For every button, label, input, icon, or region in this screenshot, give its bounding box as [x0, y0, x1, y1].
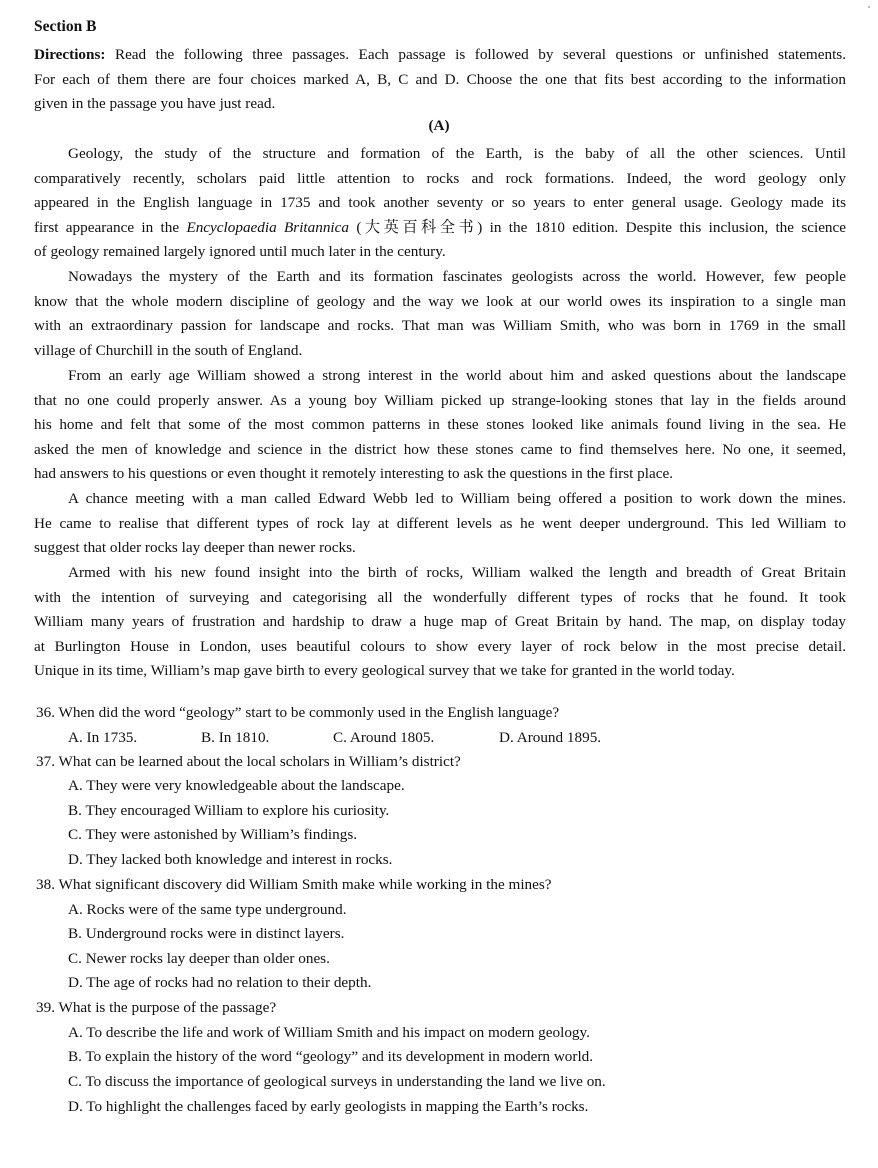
p4-line-3: suggest that older rocks lay deeper than newer rocks. [34, 539, 356, 557]
p4-line-2: He came to realise that different types of rock lay at different levels as he went deeper underground. This led William to [34, 514, 846, 532]
paragraph-5 [34, 561, 846, 684]
q36-option-c[interactable]: C. Around 1805. [333, 729, 435, 746]
p2-line-3: with an extraordinary passion for landscape and rocks. That man was William Smith, who was born in 1769 in the small [34, 317, 846, 335]
q36-option-a[interactable]: A. In 1735. [68, 729, 138, 746]
q39-option-d[interactable]: D. To highlight the challenges faced by early geologists in mapping the Earth’s rocks. [68, 1098, 589, 1115]
p2-line-1: Nowadays the mystery of the Earth and its formation fascinates geologists across the world. However, few people [68, 268, 846, 285]
p3-line-1: From an early age William showed a strong interest in the world about him and asked questions about the landscape [68, 367, 846, 384]
paragraph-3 [34, 364, 846, 487]
p1-line-3: appeared in the English language in 1735 and took another seventy or so years to enter general usage. Geology made its [34, 194, 846, 212]
directions [34, 43, 846, 117]
question-36-stem: 36. When did the word “geology” start to be commonly used in the English language? [36, 704, 560, 721]
p5-line-2: with the intention of surveying and categorising all the wonderfully different types of rocks that he found. It took [34, 588, 846, 606]
p3-line-4: asked the men of knowledge and science in the district how these stones came to find themselves here. No one, it seemed, [34, 440, 846, 458]
paragraph-1 [34, 142, 846, 265]
q38-option-b[interactable]: B. Underground rocks were in distinct layers. [68, 925, 345, 942]
p3-line-3: his home and felt that some of the most common patterns in these stones looked like animals found living in the sea. He [34, 416, 846, 434]
p4-line-1: A chance meeting with a man called Edward Webb led to William being offered a position to work down the mines. [68, 490, 846, 507]
q37-option-b[interactable]: B. They encouraged William to explore his curiosity. [68, 802, 390, 819]
passage-label: (A) [428, 117, 450, 134]
p5-line-3: William many years of frustration and hardship to draw a huge map of Great Britain by hand. The map, on display today [34, 613, 846, 631]
directions-label: Directions: [34, 46, 106, 63]
p1-line-4: first appearance in the Encyclopaedia Britannica (大英百科全书) in the 1810 edition. Despite this inclusion, the science [34, 218, 847, 236]
section-title: Section B [34, 18, 97, 35]
q36-option-b[interactable]: B. In 1810. [201, 729, 270, 746]
paragraph-4 [34, 487, 846, 561]
q39-option-b[interactable]: B. To explain the history of the word “geology” and its development in modern world. [68, 1048, 594, 1065]
paragraph-2 [34, 265, 846, 363]
p1-line-2: comparatively recently, scholars paid little attention to rocks and rock formations. Indeed, the word geology only [34, 169, 846, 187]
q36-option-d[interactable]: D. Around 1895. [499, 729, 602, 746]
p3-line-2: that no one could properly answer. As a young boy William picked up strange-looking stones that lay in the fields around [34, 391, 846, 409]
q37-option-a[interactable]: A. They were very knowledgeable about the landscape. [68, 777, 405, 794]
p1-line-5: of geology remained largely ignored until much later in the century. [34, 243, 446, 261]
q38-option-c[interactable]: C. Newer rocks lay deeper than older ones. [68, 950, 330, 967]
q37-option-d[interactable]: D. They lacked both knowledge and interest in rocks. [68, 851, 393, 868]
p2-line-2: know that the whole modern discipline of geology and the way we look at our world owes its inspiration to a single man [34, 292, 846, 310]
q37-option-c[interactable]: C. They were astonished by William’s findings. [68, 826, 358, 843]
encyclopaedia-title: Encyclopaedia Britannica [186, 218, 349, 236]
chinese-gloss: (大英百科全书) [356, 218, 483, 236]
q38-option-d[interactable]: D. The age of rocks had no relation to their depth. [68, 974, 372, 991]
directions-line-2: For each of them there are four choices marked A, B, C and D. Choose the one that fits best according to the information [34, 70, 846, 88]
q38-option-a[interactable]: A. Rocks were of the same type underground. [68, 901, 347, 918]
directions-line-3: given in the passage you have just read. [34, 95, 276, 113]
p5-line-5: Unique in its time, William’s map gave birth to every geological survey that we take for granted in the world today. [34, 662, 735, 680]
question-38-stem: 38. What significant discovery did William Smith make while working in the mines? [36, 876, 552, 893]
q39-option-c[interactable]: C. To discuss the importance of geological surveys in understanding the land we live on. [68, 1073, 606, 1090]
question-39-stem: 39. What is the purpose of the passage? [36, 999, 277, 1016]
p2-line-4: village of Churchill in the south of England. [34, 341, 303, 359]
p3-line-5: had answers to his questions or even thought it remotely interesting to ask the questions in the first place. [34, 465, 674, 483]
p1-line-1: Geology, the study of the structure and formation of the Earth, is the baby of all the other sciences. Until [68, 145, 846, 162]
corner-mark [868, 6, 870, 8]
question-37-stem: 37. What can be learned about the local scholars in William’s district? [36, 753, 461, 770]
directions-line-1: Directions: Read the following three passages. Each passage is followed by several questions or unfinished statements. [34, 46, 847, 63]
p5-line-1: Armed with his new found insight into the birth of rocks, William walked the length and breadth of Great Britain [68, 564, 846, 581]
p5-line-4: at Burlington House in London, uses beautiful colours to show every layer of rock below in the most precise detail. [34, 637, 846, 655]
q39-option-a[interactable]: A. To describe the life and work of William Smith and his impact on modern geology. [68, 1024, 590, 1041]
